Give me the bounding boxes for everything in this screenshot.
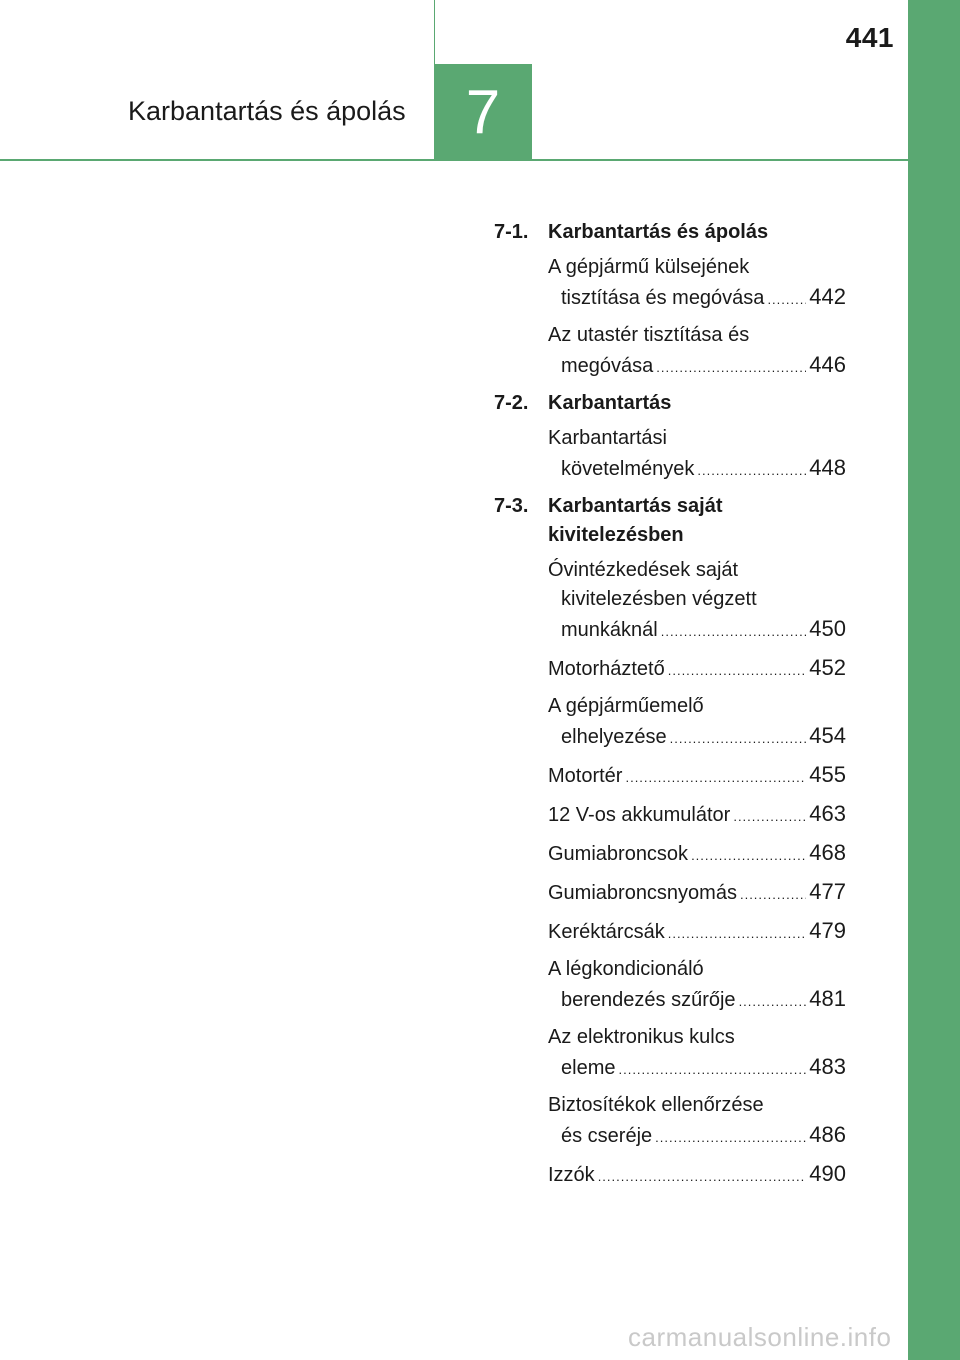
section-number: 7-2.: [494, 392, 529, 414]
entry-leader-line: [548, 877, 846, 909]
entry-page-number: 468: [809, 840, 846, 865]
entry-page-number: 490: [809, 1161, 846, 1186]
dot-leader: [670, 724, 807, 753]
toc-entry[interactable]: [548, 321, 846, 382]
entry-text-line: Óvintézkedések saját: [548, 559, 739, 581]
section-heading: [494, 492, 846, 550]
entry-label: tisztítása és megóvása: [561, 287, 765, 309]
entry-text-line: Karbantartási: [548, 427, 667, 449]
entry-page-number: 479: [809, 918, 846, 943]
entry-text-line: A légkondicionáló: [548, 958, 704, 980]
entry-text-line: Biztosítékok ellenőrzése: [548, 1094, 764, 1116]
entry-page-number: 477: [809, 879, 846, 904]
entry-text-line: A gépjárműemelő: [548, 695, 704, 717]
dot-leader: [739, 987, 807, 1016]
toc-entry[interactable]: [548, 760, 846, 792]
entry-leader-line: [548, 721, 846, 753]
toc-entry[interactable]: [548, 877, 846, 909]
entry-text-line: kivitelezésben végzett: [561, 588, 757, 610]
chapter-number: 7: [465, 77, 501, 147]
entry-label: Motorháztető: [548, 658, 665, 680]
dot-leader: [655, 1123, 806, 1152]
entry-label: megóvása: [561, 355, 654, 377]
table-of-contents: [494, 218, 846, 1198]
entry-leader-line: [548, 282, 846, 314]
entry-label: Gumiabroncsok: [548, 843, 689, 865]
toc-entry[interactable]: [548, 556, 846, 646]
entry-page-number: 481: [809, 986, 846, 1011]
entry-leader-line: [548, 350, 846, 382]
entry-page-number: 463: [809, 801, 846, 826]
entry-leader-line: [548, 614, 846, 646]
entry-leader-line: [548, 838, 846, 870]
dot-leader: [661, 617, 807, 646]
entry-leader-line: [548, 760, 846, 792]
entry-page-number: 448: [809, 455, 846, 480]
entry-text-line: A gépjármű külsejének: [548, 256, 750, 278]
dot-leader: [656, 353, 806, 382]
section-title-line: Karbantartás saját: [548, 495, 723, 517]
dot-leader: [740, 880, 806, 909]
section-heading: [494, 389, 846, 418]
entry-label: 12 V-os akkumulátor: [548, 804, 731, 826]
entry-leader-line: [548, 653, 846, 685]
toc-entry[interactable]: [548, 955, 846, 1016]
entry-leader-line: [548, 916, 846, 948]
dot-leader: [668, 656, 807, 685]
toc-entry[interactable]: [548, 1159, 846, 1191]
toc-entry[interactable]: [548, 1023, 846, 1084]
toc-entry[interactable]: [548, 424, 846, 485]
toc-section: [494, 492, 846, 1191]
dot-leader: [618, 1055, 806, 1084]
section-title-line: Karbantartás és ápolás: [548, 221, 769, 243]
entry-page-number: 455: [809, 762, 846, 787]
entry-leader-line: [548, 1120, 846, 1152]
section-title: [548, 218, 846, 247]
entry-label: Gumiabroncsnyomás: [548, 882, 737, 904]
section-heading: [494, 218, 846, 247]
dot-leader: [691, 841, 806, 870]
entry-text-line: Az utastér tisztítása és: [548, 324, 750, 346]
dot-leader: [668, 919, 807, 948]
section-number: 7-1.: [494, 221, 529, 243]
entry-label: Izzók: [548, 1164, 595, 1186]
watermark: carmanualsonline.info: [628, 1322, 892, 1352]
toc-entry[interactable]: [548, 838, 846, 870]
entry-page-number: 483: [809, 1054, 846, 1079]
entry-leader-line: [548, 799, 846, 831]
entry-page-number: 450: [809, 616, 846, 641]
toc-entry[interactable]: [548, 799, 846, 831]
chapter-number-box: [434, 64, 532, 160]
section-number: 7-3.: [494, 495, 529, 517]
entry-page-number: 452: [809, 655, 846, 680]
entry-leader-line: [548, 1052, 846, 1084]
toc-entry[interactable]: [548, 1091, 846, 1152]
entry-page-number: 442: [809, 284, 846, 309]
section-title-line: kivitelezésben: [548, 524, 684, 546]
header-divider: [434, 0, 435, 64]
entry-label: követelmények: [561, 458, 695, 480]
entry-page-number: 486: [809, 1122, 846, 1147]
page-number: 441: [845, 22, 894, 53]
entry-label: Keréktárcsák: [548, 921, 665, 943]
dot-leader: [733, 802, 806, 831]
entry-label: Motortér: [548, 765, 623, 787]
entry-label: munkáknál: [561, 619, 658, 641]
entry-page-number: 446: [809, 352, 846, 377]
dot-leader: [767, 285, 806, 314]
chapter-side-bar: [908, 0, 960, 1360]
entry-leader-line: [548, 984, 846, 1016]
toc-entry[interactable]: [548, 916, 846, 948]
dot-leader: [625, 763, 806, 792]
toc-section: [494, 389, 846, 485]
entry-leader-line: [548, 453, 846, 485]
entry-page-number: 454: [809, 723, 846, 748]
chapter-title: Karbantartás és ápolás: [128, 96, 406, 126]
entry-label: elhelyezése: [561, 726, 667, 748]
entry-label: eleme: [561, 1057, 616, 1079]
toc-section: [494, 218, 846, 382]
section-title-line: Karbantartás: [548, 392, 672, 414]
toc-entry[interactable]: [548, 653, 846, 685]
dot-leader: [697, 456, 806, 485]
entry-label: és cseréje: [561, 1125, 653, 1147]
toc-entry[interactable]: [548, 253, 846, 314]
entry-leader-line: [548, 1159, 846, 1191]
toc-entry[interactable]: [548, 692, 846, 753]
entry-label: berendezés szűrője: [561, 989, 736, 1011]
section-title: [548, 492, 846, 550]
dot-leader: [598, 1162, 807, 1191]
section-title: [548, 389, 846, 418]
entry-text-line: Az elektronikus kulcs: [548, 1026, 735, 1048]
